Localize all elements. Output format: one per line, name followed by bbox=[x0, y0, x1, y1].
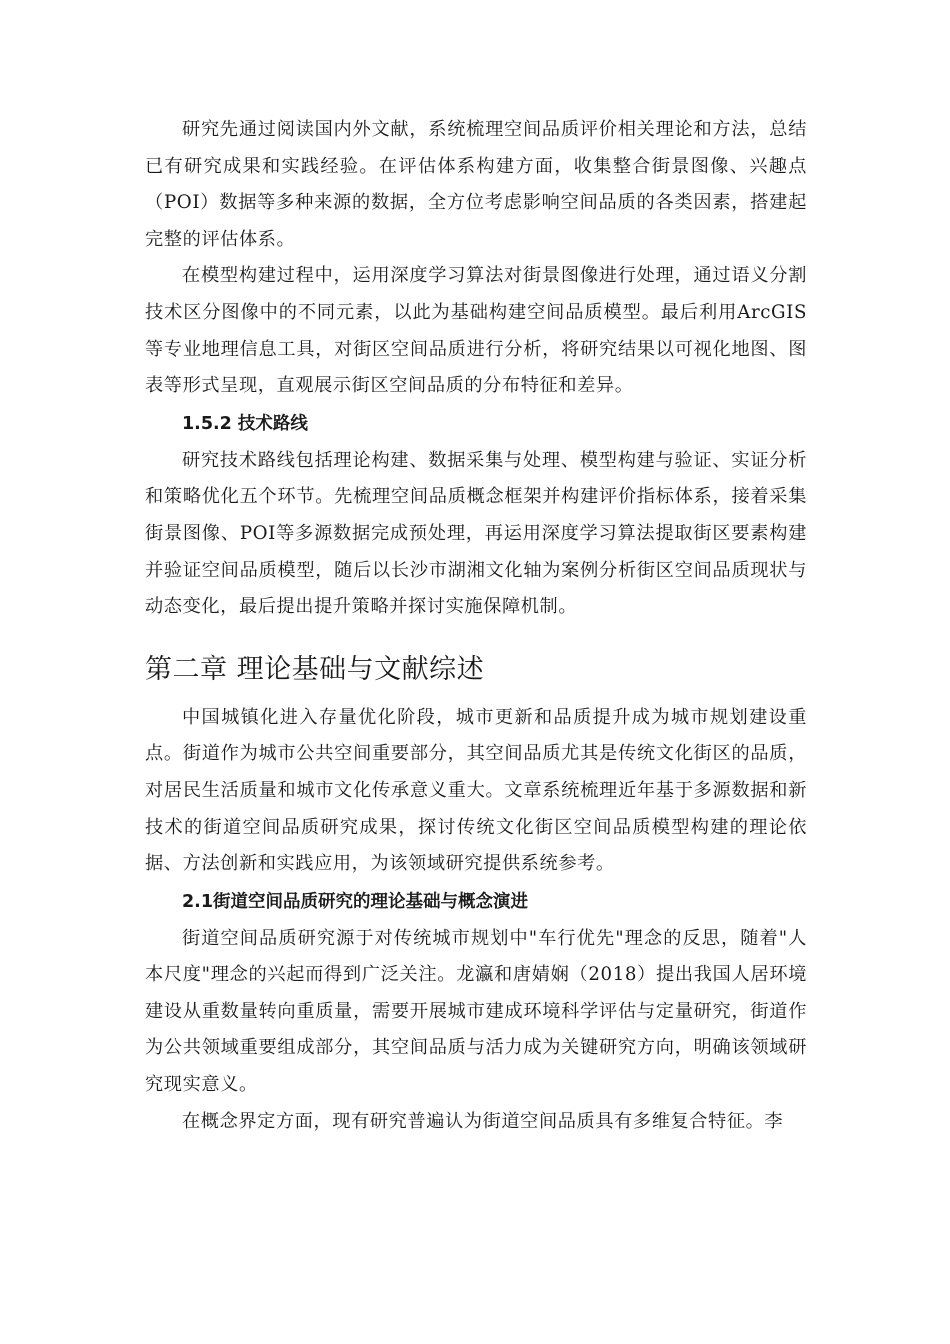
section-heading-2-1: 2.1街道空间品质研究的理论基础与概念演进 bbox=[182, 891, 528, 912]
paragraph-chapter-intro: 中国城镇化进入存量优化阶段，城市更新和品质提升成为城市规划建设重点。街道作为城市公共空间重要部分，其空间品质尤其是传统文化街区的品质，对居民生活质量和城市文化传承意义重大。文章系统梳理近年基于多源数据和新技术的街道空间品质研究成果，探讨传统文化街区空间品质模型构建的理论依据、方法创新和实践应用，为该领域研究提供系统参考。 bbox=[145, 706, 807, 875]
chapter-title: 第二章 理论基础与文献综述 bbox=[145, 653, 485, 685]
page-content bbox=[145, 112, 807, 1140]
paragraph-research-methods: 研究先通过阅读国内外文献，系统梳理空间品质评价相关理论和方法，总结已有研究成果和实践经验。在评估体系构建方面，收集整合街景图像、兴趣点（POI）数据等多种来源的数据，全方位考虑影响空间品质的各类因素，搭建起完整的评估体系。 bbox=[145, 119, 807, 250]
section-heading-1-5-2: 1.5.2 技术路线 bbox=[182, 413, 308, 434]
paragraph-technical-route: 研究技术路线包括理论构建、数据采集与处理、模型构建与验证、实证分析和策略优化五个环节。先梳理空间品质概念框架并构建评价指标体系，接着采集街景图像、POI等多源数据完成预处理，再运用深度学习算法提取街区要素构建并验证空间品质模型，随后以长沙市湖湘文化轴为案例分析街区空间品质现状与动态变化，最后提出提升策略并探讨实施保障机制。 bbox=[145, 449, 807, 618]
paragraph-theory-origin: 街道空间品质研究源于对传统城市规划中"车行优先"理念的反思，随着"人本尺度"理念的兴起而得到广泛关注。龙瀛和唐婧娴（2018）提出我国人居环境建设从重数量转向重质量，需要开展城市建成环境科学评估与定量研究，街道作为公共领域重要组成部分，其空间品质与活力成为关键研究方向，明确该领域研究现实意义。 bbox=[145, 927, 807, 1096]
paragraph-model-construction: 在模型构建过程中，运用深度学习算法对街景图像进行处理，通过语义分割技术区分图像中的不同元素，以此为基础构建空间品质模型。最后利用ArcGIS等专业地理信息工具，对街区空间品质进行分析，将研究结果以可视化地图、图表等形式呈现，直观展示街区空间品质的分布特征和差异。 bbox=[145, 265, 807, 397]
paragraph-concept-definition: 在概念界定方面，现有研究普遍认为街道空间品质具有多维复合特征。李 bbox=[182, 1110, 784, 1132]
